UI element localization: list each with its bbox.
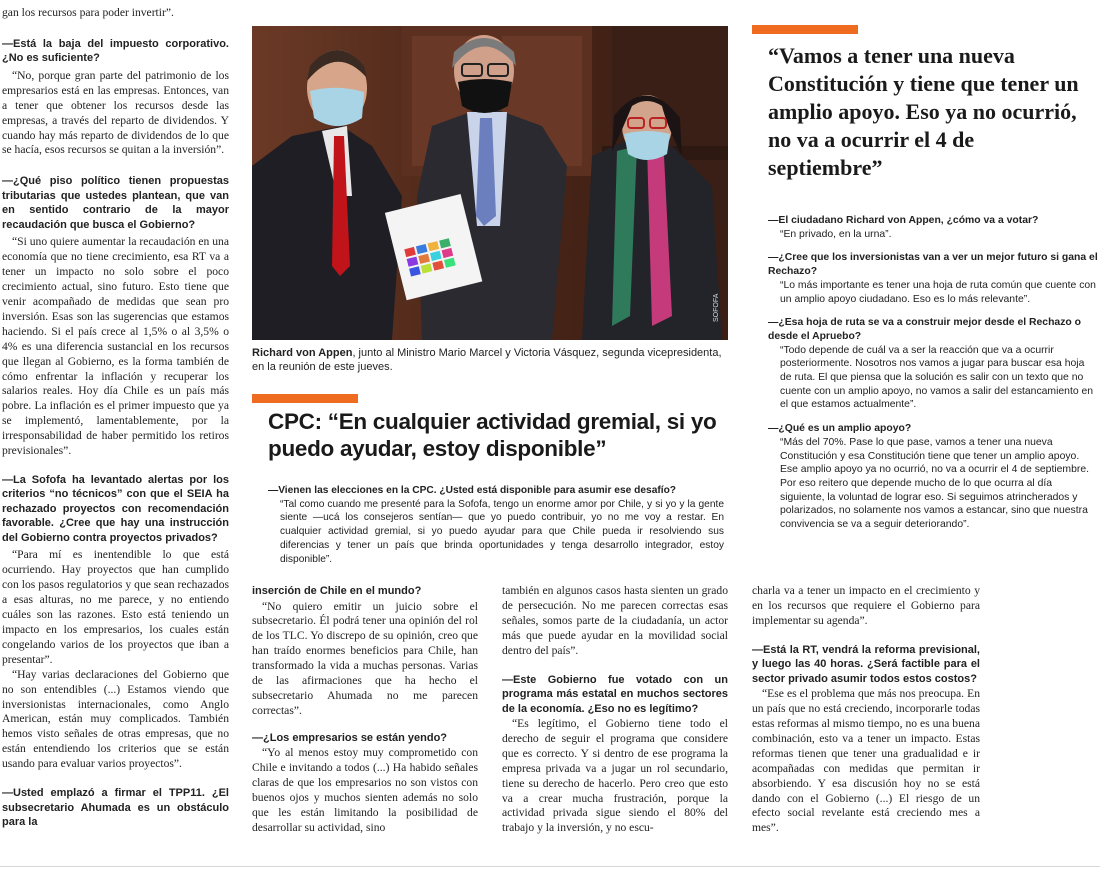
answer: “Todo depende de cuál va a ser la reacción que va a ocurrir posteriormente. Nosotros nos vamos a jugar para buscar esa hoja de ruta. El que piensa que la solución es salir con un texto que no cuente con un amplio apoyo, no vamos a salir del estancamiento en el que estamos actualmente”. bbox=[780, 344, 1094, 411]
question: —Vienen las elecciones en la CPC. ¿Usted está disponible para asumir ese desafío? bbox=[268, 485, 677, 496]
accent-bar bbox=[252, 394, 358, 403]
question: —Está la baja del impuesto corporativo. ¿No es suficiente? bbox=[2, 37, 229, 65]
question: inserción de Chile en el mundo? bbox=[252, 585, 422, 597]
paragraph: charla va a tener un impacto en el crecimiento y en los recursos que requiere el Gobierno para implementar su agenda”. bbox=[752, 584, 980, 627]
section-headline: CPC: “En cualquier actividad gremial, si yo puedo ayudar, estoy disponible” bbox=[268, 409, 717, 461]
caption-name: Richard von Appen bbox=[252, 347, 353, 359]
question: —El ciudadano Richard von Appen, ¿cómo va a votar? bbox=[768, 215, 1039, 226]
question: —¿Qué es un amplio apoyo? bbox=[768, 423, 912, 435]
news-photo bbox=[252, 26, 728, 340]
question: —¿Los empresarios se están yendo? bbox=[252, 731, 448, 744]
question: —Está la RT, vendrá la reforma previsional, y luego las 40 horas. ¿Será factible para el sector privado asumir todos estos costos? bbox=[752, 643, 980, 685]
paragraph: también en algunos casos hasta sienten un grado de persecución. No me parecen correctas esas señales, somos parte de la ciudadanía, un actor más que puede ayudar en la movilidad social dentro del país”. bbox=[502, 584, 728, 657]
answer: “Tal como cuando me presenté para la Sofofa, tengo un enorme amor por Chile, y si yo y la gente siente —ucá los consejeros sentían— que yo puedo contribuir, yo no me voy a restar. En cualquier actividad gremial, si yo puedo ayudar para que Chile pueda ir resolviendo sus diferencias y tener un país que brinda oportunidades y tenga desarrollo integrador, estoy disponible”. bbox=[280, 498, 724, 565]
question: —Este Gobierno fue votado con un programa más estatal en muchos sectores de la economía. ¿Eso no es legítimo? bbox=[502, 673, 728, 715]
question: —La Sofofa ha levantado alertas por los criterios “no técnicos” con que el SEIA ha rechazado proyectos con recomendación favorable. ¿Cree que hay una instrucción del Gobierno contra proyectos privados? bbox=[2, 473, 229, 544]
photo-caption bbox=[252, 346, 728, 374]
column-1 bbox=[2, 6, 229, 833]
answer: “No quiero emitir un juicio sobre el subsecretario. Él podrá tener una opinión del rol de los TLC. Yo discrepo de su opinión, creo que han traído enormes beneficios para Chile, han transformado la vida a muchas personas. Varias de las afirmaciones que ha hecho el subsecretario Ahumada no me parecen correctas”. bbox=[252, 599, 478, 717]
paragraph: gan los recursos para poder invertir”. bbox=[2, 6, 174, 19]
answer: “Lo más importante es tener una hoja de ruta común que cuente con un amplio apoyo ciudadano. Eso es lo más relevante”. bbox=[780, 279, 1096, 305]
caption-text: , junto al Ministro Mario Marcel y Victoria Vásquez, segunda vicepresidenta, en la reunión de este jueves. bbox=[252, 347, 722, 373]
pull-quote: “Vamos a tener una nueva Constitución y tiene que tener un amplio apoyo. Eso ya no ocurrió, no va a ocurrir el 4 de septiembre” bbox=[768, 43, 1079, 180]
photo-illustration bbox=[252, 26, 728, 340]
answer: “En privado, en la urna”. bbox=[780, 228, 892, 240]
question: —¿Esa hoja de ruta se va a construir mejor desde el Rechazo o desde el Apruebo? bbox=[768, 317, 1081, 342]
accent-bar bbox=[752, 25, 858, 34]
cpc-interview bbox=[268, 484, 724, 566]
answer: “Yo al menos estoy muy comprometido con Chile e invitando a todos (...) Ha habido señales claras de que los empresarios no son vistos con buenos ojos y muchos sienten además no solo que les están limitando la posibilidad de desarrollar su actividad, sino bbox=[252, 746, 478, 834]
answer: “Para mí es inentendible lo que está ocurriendo. Hay proyectos que han cumplido con los pasos regulatorios y que sean rechazados a esas alturas, no me parece, y no entiendo cuáles son las razones. Esto está teniendo un impacto en los empresarios, los cuales están congelando varios de los proyectos que iban a presentar”. bbox=[2, 548, 229, 666]
photo-credit: SOFOFA bbox=[713, 293, 720, 322]
question: —Usted emplazó a firmar el TPP11. ¿El subsecretario Ahumada es un obstáculo para la bbox=[2, 787, 229, 829]
page-divider bbox=[0, 866, 1100, 867]
answer: “Si uno quiere aumentar la recaudación en una economía que no tiene crecimiento, esa RT va a tener un impacto no solo sobre el poco crecimiento actual, sino futuro. Esto tiene que venir acompañado de medidas que sean pro inversión. Esas son las sugerencias que estamos haciendo. Si el país crece al 1,5% o al 3,5% o 4% es una diferencia sustancial en los recursos que llegan al Gobierno, es la forma también de cómo enfrentar la inflación y recuperar los salarios reales. Hoy día Chile es un país más pobre. La inflación es el primer impuesto que ya se implementó, lamentablemente, por la irresponsabilidad de haber permitido los retiros previsionales”. bbox=[2, 235, 229, 458]
answer: “Ese es el problema que más nos preocupa. En un país que no está creciendo, incorporarle todas estas reformas al mismo tiempo, no es una buena combinación, esto va a tener un impacto. Estas reformas tienen que tener una gradualidad e ir acompañadas con medidas que permitan ir absorbiendo. Y esa discusión hoy no se está dando con el Gobierno (...) El riesgo de un efecto social revelante está creciendo mes a mes”. bbox=[752, 687, 980, 835]
right-interview bbox=[768, 214, 1098, 542]
column-3 bbox=[502, 584, 728, 846]
answer: “Es legítimo, el Gobierno tiene todo el derecho de seguir el programa que considere que es correcto. Y si dentro de ese programa la empresa privada va a jugar un rol secundario, tiene su derecho de hacerlo. Pero creo que esto va a crear mucha frustración, porque la actividad privada sigue siendo el 80% del trabajo y la inversión, y no escu- bbox=[502, 717, 728, 835]
question: —¿Cree que los inversionistas van a ver un mejor futuro si gana el Rechazo? bbox=[768, 252, 1098, 278]
answer: “Más del 70%. Pase lo que pase, vamos a tener una nueva Constitución y esa Constitución tiene que tener un amplio apoyo. Ese amplio apoyo ya no ocurrió, no va a ocurrir el 4 de septiembre. Por eso reitero que depende mucho de lo que ocurra al día siguiente, la voluntad de lograr eso. Si seguimos atrincherados y polarizados, no solamente nos vamos a estancar, sino que nuestra convivencia se va a seguir deteriorando”. bbox=[780, 436, 1089, 531]
question: —¿Qué piso político tienen propuestas tributarias que ustedes plantean, que van en sentido contrario de la mayor recaudación que busca el Gobierno? bbox=[2, 175, 229, 231]
answer: “Hay varias declaraciones del Gobierno que no son entendibles (...) Estamos viendo que inversionistas internacionales, como Anglo American, están muy complicados. También hemos visto señales de otras empresas, que no están entendiendo los criterios que se están usando para evaluar varios proyectos”. bbox=[2, 667, 229, 771]
column-2 bbox=[252, 584, 478, 846]
answer: “No, porque gran parte del patrimonio de los empresarios está en las empresas. Entonces, van a tener que obtener los recursos desde las empresas, a través del reparto de dividendos. Y cuando hay más reparto de dividendos de lo que se hacía, esos recursos se quitan a la inversión”. bbox=[2, 68, 229, 157]
column-4 bbox=[752, 584, 980, 846]
